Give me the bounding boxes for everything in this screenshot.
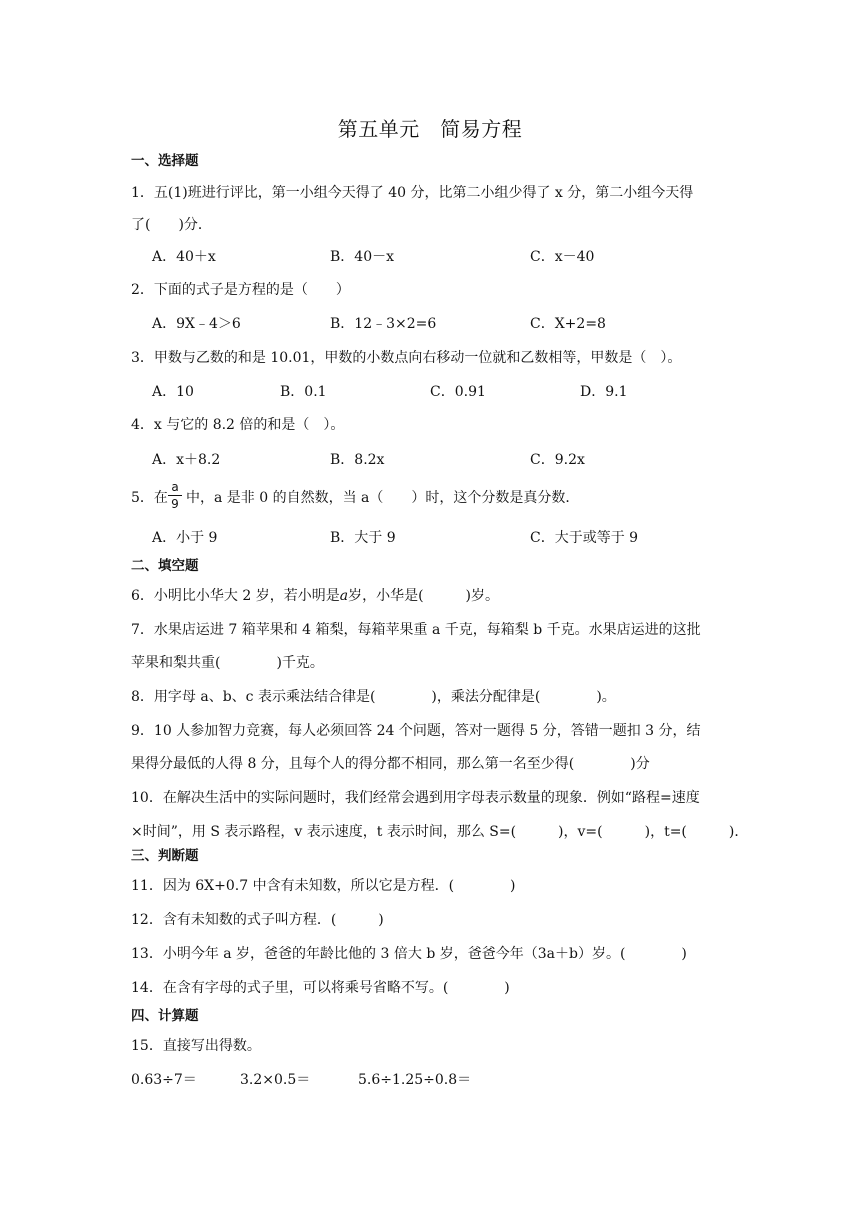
question-4-option-c: C．9.2x: [530, 452, 585, 468]
question-15-stem: 15．直接写出得数。: [131, 1038, 261, 1054]
question-7-line-2: 苹果和梨共重( )千克。: [131, 655, 324, 671]
question-12: 12．含有未知数的式子叫方程．( ): [131, 912, 384, 928]
question-9-line-1: 9．10 人参加智力竞赛，每人必须回答 24 个问题，答对一题得 5 分，答错一题扣 3 分，结: [131, 723, 701, 739]
question-3-stem: 3．甲数与乙数的和是 10.01，甲数的小数点向右移动一位就和乙数相等，甲数是（ ）。: [131, 350, 682, 366]
question-6-variable: a: [339, 588, 349, 604]
question-1-line-1: 1．五(1)班进行评比，第一小组今天得了 40 分，比第二小组少得了 x 分，第二小组今天得: [131, 185, 694, 201]
question-7-line-1: 7．水果店运进 7 箱苹果和 4 箱梨，每箱苹果重 a 千克，每箱梨 b 千克。水果店运进的这批: [131, 622, 701, 638]
calc-expression-1: 0.63÷7＝: [131, 1072, 197, 1088]
section-heading-fill-blank: 二、填空题: [131, 558, 199, 574]
question-6: [131, 586, 499, 606]
question-5-stem-suffix: 中，a 是非 0 的自然数，当 a（ ）时，这个分数是真分数．: [186, 490, 580, 506]
question-3-option-b: B．0.1: [280, 384, 327, 400]
question-8: 8．用字母 a、b、c 表示乘法结合律是( )，乘法分配律是( )。: [131, 689, 616, 705]
question-6-suffix: 岁，小华是( )岁。: [348, 588, 500, 604]
page-title: 第五单元 简易方程: [337, 117, 523, 141]
question-4-stem: 4．x 与它的 8.2 倍的和是（ ）。: [131, 417, 345, 433]
calc-expression-2: 3.2×0.5＝: [240, 1072, 311, 1088]
section-heading-choice: 一、选择题: [131, 153, 199, 169]
question-3-option-a: A．10: [152, 384, 194, 400]
question-2-option-a: A．9X﹣4＞6: [152, 316, 241, 332]
question-5-option-a: A．小于 9: [152, 530, 218, 546]
question-2-option-b: B．12﹣3×2=6: [330, 316, 437, 332]
question-14: 14．在含有字母的式子里，可以将乘号省略不写。( ): [131, 980, 510, 996]
question-1-option-c: C．x－40: [530, 249, 595, 265]
question-5-stem-prefix: 5．在: [131, 490, 168, 506]
question-9-line-2: 果得分最低的人得 8 分，且每个人的得分都不相同，那么第一名至少得( )分: [131, 756, 650, 772]
question-3-option-c: C．0.91: [430, 384, 486, 400]
fraction-denominator: 9: [171, 497, 179, 511]
question-3-option-d: D．9.1: [580, 384, 628, 400]
fraction-a-over-9: [168, 480, 182, 512]
question-1-option-a: A．40＋x: [152, 249, 216, 265]
question-6-prefix: 6．小明比小华大 2 岁，若小明是: [131, 588, 340, 604]
question-5-option-b: B．大于 9: [330, 530, 396, 546]
question-10-line-1: 10．在解决生活中的实际问题时，我们经常会遇到用字母表示数量的现象．例如“路程=速度: [131, 790, 700, 806]
calc-expression-3: 5.6÷1.25÷0.8＝: [358, 1072, 472, 1088]
question-2-stem: 2．下面的式子是方程的是（ ）: [131, 282, 350, 298]
fraction-numerator: a: [168, 480, 182, 496]
question-5-option-c: C．大于或等于 9: [530, 530, 639, 546]
section-heading-calculation: 四、计算题: [131, 1008, 199, 1024]
question-13: 13．小明今年 a 岁，爸爸的年龄比他的 3 倍大 b 岁，爸爸今年（3a＋b）岁。( ): [131, 946, 687, 962]
question-11: 11．因为 6X+0.7 中含有未知数，所以它是方程．( ): [131, 878, 516, 894]
question-4-option-a: A．x＋8.2: [152, 452, 221, 468]
question-1-line-2: 了( )分．: [131, 217, 212, 233]
section-heading-true-false: 三、判断题: [131, 848, 199, 864]
question-1-option-b: B．40－x: [330, 249, 394, 265]
question-4-option-b: B．8.2x: [330, 452, 385, 468]
question-10-line-2: ×时间”，用 S 表示路程，v 表示速度，t 表示时间，那么 S=( )，v=( )，t=( )．: [131, 824, 749, 840]
question-2-option-c: C．X+2=8: [530, 316, 606, 332]
